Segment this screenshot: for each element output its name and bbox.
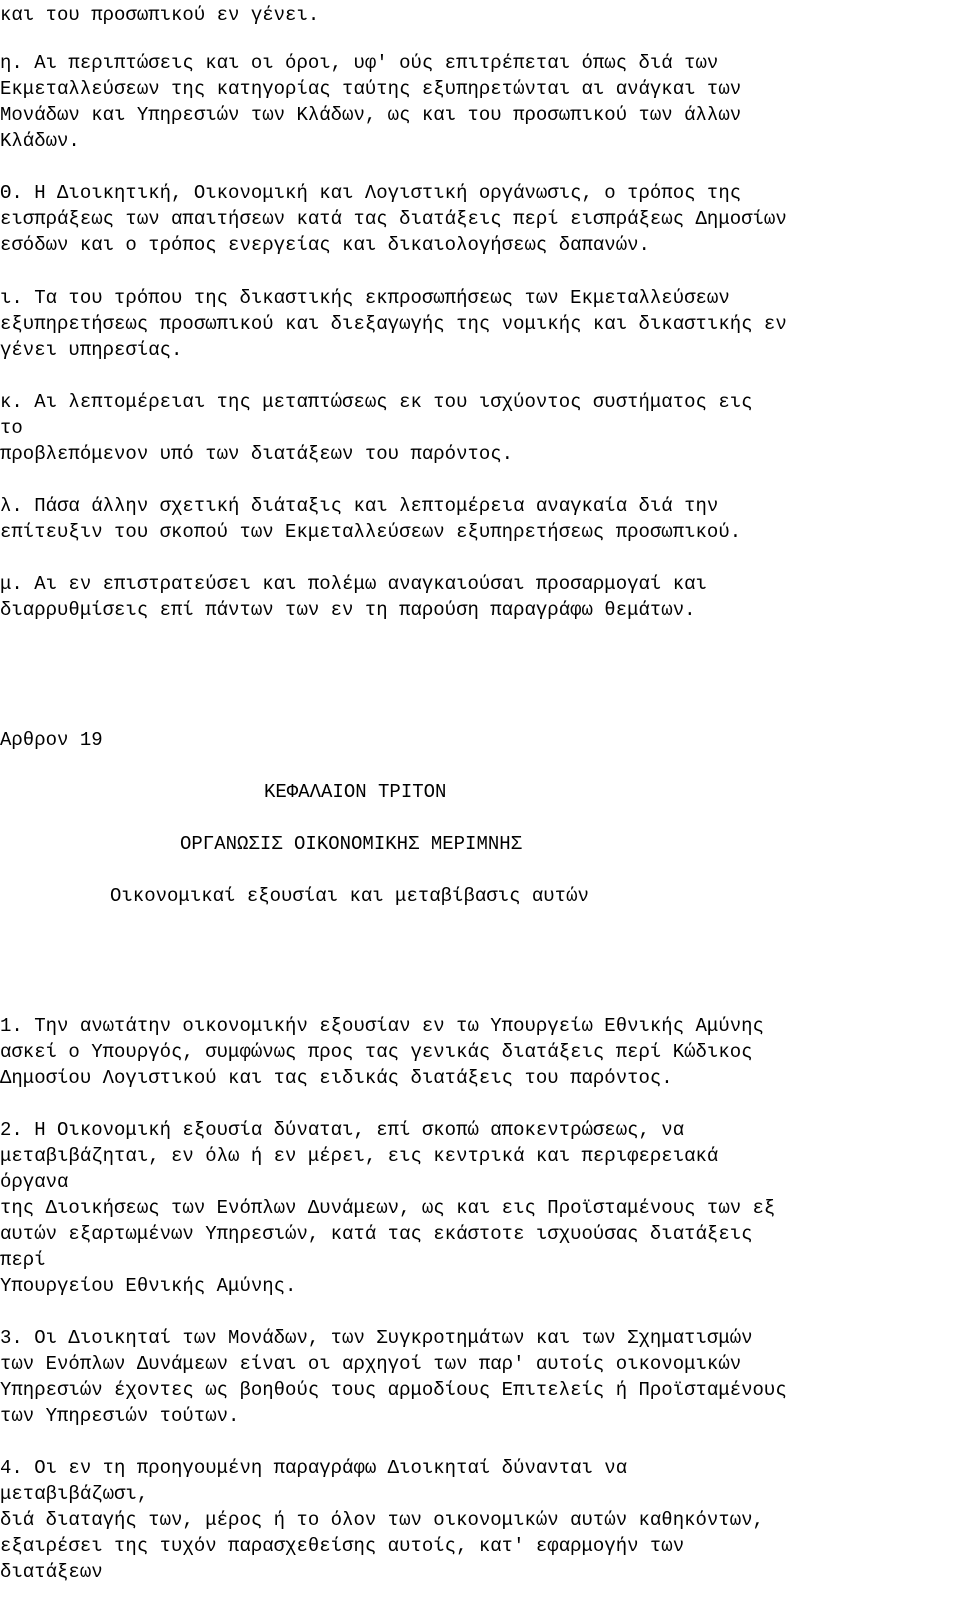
- paragraph-4-line: μεταβιβάζωσι,: [0, 1483, 149, 1505]
- paragraph-4-line: 4. Οι εν τη προηγουμένη παραγράφω Διοικηταί δύνανται να: [0, 1457, 628, 1479]
- paragraph-2-line: Υπουργείου Εθνικής Αμύνης.: [0, 1275, 297, 1297]
- paragraph-theta-line: εισπράξεως των απαιτήσεων κατά τας διατάξεις περί εισπράξεως Δημοσίων: [0, 208, 787, 230]
- paragraph-kappa-line: προβλεπόμενον υπό των διατάξεων του παρόντος.: [0, 443, 514, 465]
- paragraph-eta-line: Κλάδων.: [0, 130, 80, 152]
- paragraph-iota-line: εξυπηρετήσεως προσωπικού και διεξαγωγής της νομικής και δικαστικής εν: [0, 313, 787, 335]
- paragraph-lambda-line: επίτευξιν του σκοπού των Εκμεταλλεύσεων εξυπηρετήσεως προσωπικού.: [0, 521, 742, 543]
- paragraph-2-line: 2. Η Οικονομική εξουσία δύναται, επί σκοπώ αποκεντρώσεως, να: [0, 1119, 685, 1141]
- chapter-title: ΚΕΦΑΛΑΙΟΝ ΤΡΙΤΟΝ: [264, 781, 447, 803]
- paragraph-eta-line: η. Αι περιπτώσεις και οι όροι, υφ' ούς επιτρέπεται όπως διά των: [0, 52, 719, 74]
- paragraph-iota-line: γένει υπηρεσίας.: [0, 339, 183, 361]
- paragraph-theta-line: Θ. Η Διοικητική, Οικονομική και Λογιστική οργάνωσις, ο τρόπος της: [0, 182, 742, 204]
- paragraph-1-line: 1. Την ανωτάτην οικονομικήν εξουσίαν εν τω Υπουργείω Εθνικής Αμύνης: [0, 1015, 764, 1037]
- paragraph-3-line: Υπηρεσιών έχοντες ως βοηθούς τους αρμοδίους Επιτελείς ή Προϊσταμένους: [0, 1379, 787, 1401]
- paragraph-mu-line: διαρρυθμίσεις επί πάντων των εν τη παρούση παραγράφω θεμάτων.: [0, 599, 696, 621]
- section-title: ΟΡΓΑΝΩΣΙΣ ΟΙΚΟΝΟΜΙΚΗΣ ΜΕΡΙΜΝΗΣ: [180, 833, 523, 855]
- paragraph-kappa-line: κ. Αι λεπτομέρειαι της μεταπτώσεως εκ του ισχύοντος συστήματος εις: [0, 391, 753, 413]
- paragraph-4-line: διατάξεων: [0, 1561, 103, 1583]
- paragraph-2-line: αυτών εξαρτωμένων Υπηρεσιών, κατά τας εκάστοτε ισχυούσας διατάξεις: [0, 1223, 753, 1245]
- paragraph-2-line: όργανα: [0, 1171, 69, 1193]
- paragraph-kappa-line: το: [0, 417, 23, 439]
- paragraph-4-line: εξαιρέσει της τυχόν παρασχεθείσης αυτοίς, κατ' εφαρμογήν των: [0, 1535, 685, 1557]
- paragraph-3-line: των Υπηρεσιών τούτων.: [0, 1405, 240, 1427]
- paragraph-1-line: ασκεί ο Υπουργός, συμφώνως προς τας γενικάς διατάξεις περί Κώδικος: [0, 1041, 753, 1063]
- paragraph-1-line: Δημοσίου Λογιστικού και τας ειδικάς διατάξεις του παρόντος.: [0, 1067, 673, 1089]
- article-heading: Αρθρον 19: [0, 729, 103, 751]
- paragraph-mu-line: μ. Αι εν επιστρατεύσει και πολέμω αναγκαιούσαι προσαρμογαί και: [0, 573, 707, 595]
- paragraph-3-line: των Ενόπλων Δυνάμεων είναι οι αρχηγοί των παρ' αυτοίς οικονομικών: [0, 1353, 742, 1375]
- paragraph-iota-line: ι. Τα του τρόπου της δικαστικής εκπροσωπήσεως των Εκμεταλλεύσεων: [0, 287, 730, 309]
- section-subtitle: Οικονομικαί εξουσίαι και μεταβίβασις αυτών: [110, 885, 589, 907]
- paragraph-eta-line: Μονάδων και Υπηρεσιών των Κλάδων, ως και του προσωπικού των άλλων: [0, 104, 742, 126]
- paragraph-lambda-line: λ. Πάσα άλλην σχετική διάταξις και λεπτομέρεια αναγκαία διά την: [0, 495, 719, 517]
- paragraph-eta-line: Εκμεταλλεύσεων της κατηγορίας ταύτης εξυπηρετώνται αι ανάγκαι των: [0, 78, 742, 100]
- paragraph-2-line: περί: [0, 1249, 46, 1271]
- paragraph-4-line: διά διαταγής των, μέρος ή το όλον των οικονομικών αυτών καθηκόντων,: [0, 1509, 764, 1531]
- paragraph-2-line: της Διοικήσεως των Ενόπλων Δυνάμεων, ως και εις Προϊσταμένους των εξ: [0, 1197, 776, 1219]
- paragraph-2-line: μεταβιβάζηται, εν όλω ή εν μέρει, εις κεντρικά και περιφερειακά: [0, 1145, 719, 1167]
- paragraph-3-line: 3. Οι Διοικηταί των Μονάδων, των Συγκροτημάτων και των Σχηματισμών: [0, 1327, 753, 1349]
- text-line: και του προσωπικού εν γένει.: [0, 4, 320, 26]
- paragraph-theta-line: εσόδων και ο τρόπος ενεργείας και δικαιολογήσεως δαπανών.: [0, 234, 650, 256]
